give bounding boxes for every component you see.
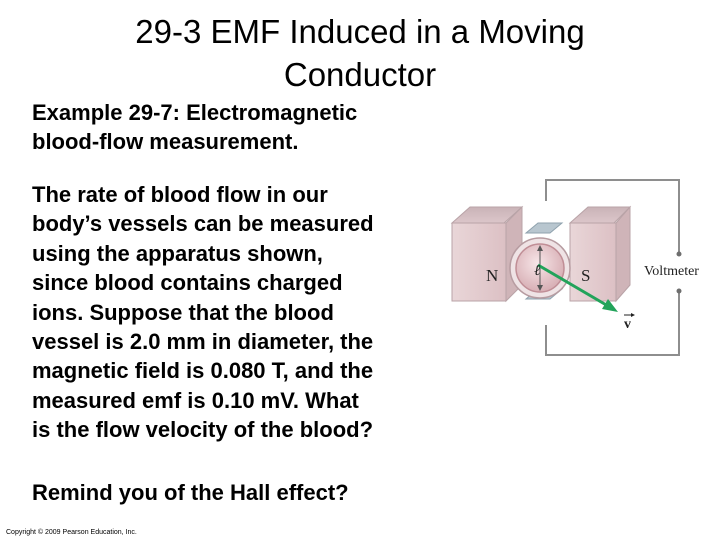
south-label: S [581,266,591,285]
slide-title [0,10,720,96]
length-label: ℓ [534,263,541,279]
body-line-5: ions. Suppose that the blood [32,299,334,325]
body-line-7: magnetic field is 0.080 T, and the [32,358,374,384]
example-line-1: Example 29-7: Electromagnetic [32,100,358,125]
blood-flow-apparatus-figure [448,175,716,365]
north-label: N [486,266,499,285]
body-line-8: measured emf is 0.10 mV. What [32,387,359,413]
title-line-1: 29-3 EMF Induced in a Moving [135,13,585,50]
example-heading [32,98,452,156]
terminal-top [677,252,682,257]
body-line-3: using the apparatus shown, [32,240,323,266]
problem-text [32,180,452,445]
title-line-2: Conductor [283,56,437,93]
example-line-2: blood-flow measurement. [32,129,299,154]
hall-effect-question: Remind you of the Hall effect? [32,480,349,505]
terminal-bottom [677,289,682,294]
body-line-2: body’s vessels can be measured [32,211,374,237]
voltmeter-label: Voltmeter [644,264,699,279]
top-electrode [526,223,562,233]
body-line-6: vessel is 2.0 mm in diameter, the [32,329,374,355]
velocity-label: v [624,317,631,332]
south-magnet [570,207,630,301]
body-line-4: since blood contains charged [32,270,343,296]
body-line-9: is the flow velocity of the blood? [32,417,374,443]
north-magnet [452,207,522,301]
copyright-notice: Copyright © 2009 Pearson Education, Inc. [6,529,137,536]
body-line-1: The rate of blood flow in our [32,182,328,207]
